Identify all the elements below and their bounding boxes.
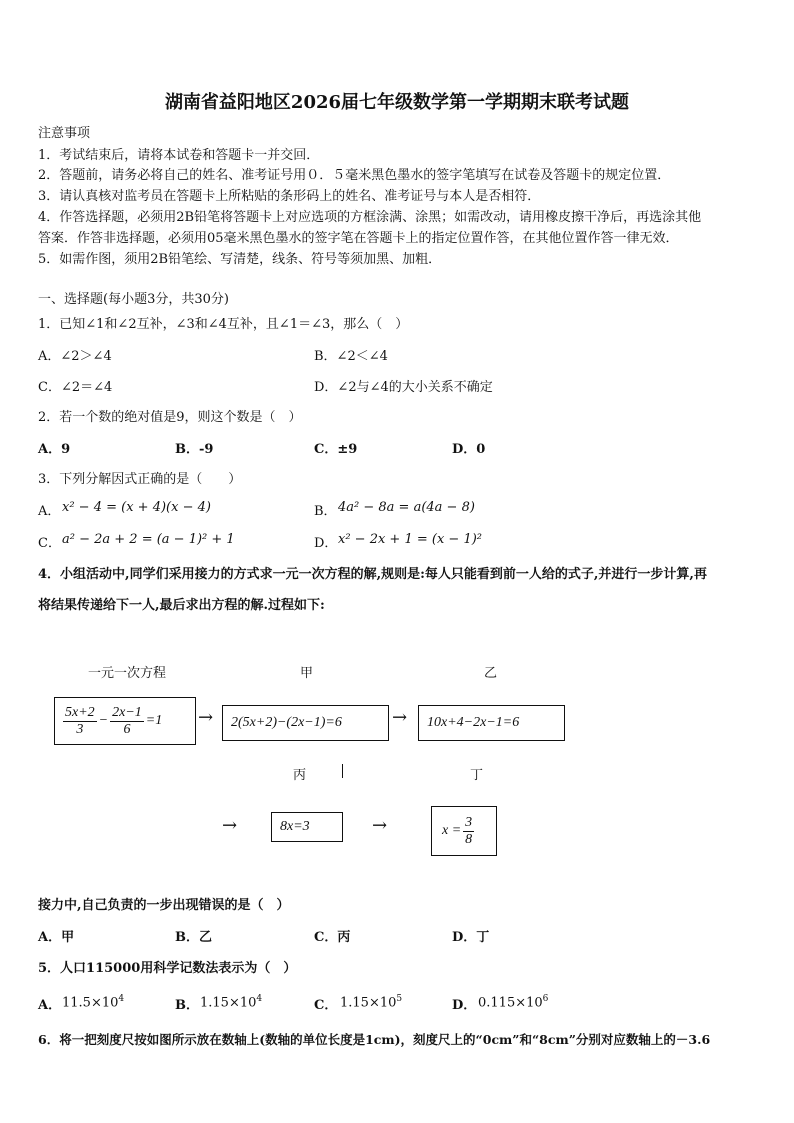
notice-heading: 注意事项: [38, 126, 91, 141]
arrow-icon: →: [372, 815, 388, 836]
option-c: C．丙: [314, 930, 351, 945]
option-a: A．甲: [38, 930, 75, 945]
option-a-exponent: 4: [118, 994, 125, 1004]
equation-lhs: x =: [442, 823, 462, 838]
label-bing: 丙: [293, 768, 307, 783]
separator-line: [342, 764, 343, 778]
option-b: B．∠2＜∠4: [314, 349, 388, 364]
equation-box-original: [54, 697, 196, 745]
notice-item: 1．考试结束后，请将本试卷和答题卡一并交回．: [38, 148, 320, 163]
label-yi: 乙: [484, 666, 498, 681]
frac-denominator: 6: [123, 721, 131, 737]
minus-sign: −: [98, 713, 109, 728]
question-stem: 1．已知∠1和∠2互补，∠3和∠4互补，且∠1＝∠3，那么（ ）: [38, 317, 409, 332]
option-c-label: C．: [314, 998, 338, 1013]
option-c-exponent: 5: [396, 994, 403, 1004]
option-b-exponent: 4: [256, 994, 263, 1004]
label-ding: 丁: [470, 768, 484, 783]
question-stem-cont: 将结果传递给下一人,最后求出方程的解.过程如下:: [38, 598, 325, 613]
option-d: D．丁: [452, 930, 490, 945]
option-a-label: A．: [38, 998, 62, 1013]
option-d: D．0: [452, 442, 486, 457]
label-start: 一元一次方程: [88, 666, 167, 681]
question-prompt: 接力中,自己负责的一步出现错误的是（ ）: [38, 898, 290, 913]
question-stem: 2．若一个数的绝对值是9，则这个数是（ ）: [38, 410, 302, 425]
option-d: [478, 994, 548, 1010]
equation-yi: 10x+4−2x−1=6: [427, 715, 520, 730]
arrow-icon: →: [198, 707, 214, 728]
notice-item: 4．作答选择题，必须用2B铅笔将答题卡上对应选项的方框涂满、涂黑；如需改动，请用橡皮擦干净后，再选涂其他: [38, 210, 702, 225]
option-d: x² − 2x + 1 = (x − 1)²: [338, 532, 483, 547]
option-c: [340, 994, 402, 1010]
question-stem: 4．小组活动中,同学们采用接力的方式求一元一次方程的解,规则是:每人只能看到前一人给的式子,并进行一步计算,再: [38, 567, 707, 582]
option-a-base: 11.5×10: [62, 995, 119, 1011]
label-jia: 甲: [300, 666, 314, 681]
frac-denominator: 3: [76, 721, 84, 737]
option-b: [200, 994, 262, 1010]
option-a: [62, 994, 124, 1010]
question-stem: 5．人口115000用科学记数法表示为（ ）: [38, 961, 297, 976]
option-a: A．9: [38, 442, 71, 457]
option-b: B．-9: [175, 442, 214, 457]
question-stem: 6．将一把刻度尺按如图所示放在数轴上(数轴的单位长度是1cm)，刻度尺上的“0cm”和“8cm”分别对应数轴上的－3.6: [38, 1032, 711, 1047]
option-b-label: B．: [175, 998, 199, 1013]
equation-bing: 8x=3: [280, 819, 310, 834]
option-b: 4a² − 8a = a(4a − 8): [338, 500, 475, 515]
section-heading: 一、选择题(每小题3分，共30分): [38, 292, 229, 307]
option-b-label: B．: [314, 504, 337, 519]
frac-denominator: 8: [465, 831, 473, 847]
equation-box-yi: [418, 705, 565, 741]
equation-box-bing: [271, 812, 343, 842]
notice-item: 3．请认真核对监考员在答题卡上所粘贴的条形码上的姓名、准考证号与本人是否相符．: [38, 189, 541, 204]
option-c-base: 1.15×10: [340, 995, 397, 1011]
question-stem: 3．下列分解因式正确的是（ ）: [38, 472, 242, 487]
notice-item: 5．如需作图，须用2B铅笔绘、写清楚，线条、符号等须加黑、加粗．: [38, 252, 442, 267]
option-b-base: 1.15×10: [200, 995, 257, 1011]
option-d-label: D．: [452, 998, 477, 1013]
option-d: D．∠2与∠4的大小关系不确定: [314, 380, 493, 395]
option-c-label: C．: [38, 536, 61, 551]
option-a: x² − 4 = (x + 4)(x − 4): [62, 500, 211, 515]
equation-box-jia: [222, 705, 389, 741]
equation-box-ding: [431, 806, 497, 856]
frac-numerator: 3: [465, 814, 473, 830]
arrow-icon: →: [222, 815, 238, 836]
notice-item: 2．答题前，请务必将自己的姓名、准考证号用０．５毫米黑色墨水的签字笔填写在试卷及答题卡的规定位置．: [38, 168, 671, 183]
page-title: 湖南省益阳地区2026届七年级数学第一学期期末联考试题: [164, 92, 630, 113]
option-d-label: D．: [314, 536, 338, 551]
arrow-icon: →: [392, 707, 408, 728]
option-d-base: 0.115×10: [478, 995, 543, 1011]
frac-numerator: 2x−1: [112, 704, 142, 720]
equation-rhs: =1: [145, 713, 163, 728]
equation-jia: 2(5x+2)−(2x−1)=6: [231, 715, 342, 730]
option-c: a² − 2a + 2 = (a − 1)² + 1: [62, 532, 235, 547]
notice-item: 答案．作答非选择题，必须用05毫米黑色墨水的签字笔在答题卡上的指定位置作答，在其他位置作答一律无效．: [38, 231, 679, 246]
option-b: B．乙: [175, 930, 212, 945]
frac-numerator: 5x+2: [65, 704, 95, 720]
option-c: C．∠2＝∠4: [38, 380, 113, 395]
option-d-exponent: 6: [542, 994, 549, 1004]
option-c: C．±9: [314, 442, 358, 457]
option-a-label: A．: [38, 504, 61, 519]
option-a: A．∠2＞∠4: [38, 349, 112, 364]
